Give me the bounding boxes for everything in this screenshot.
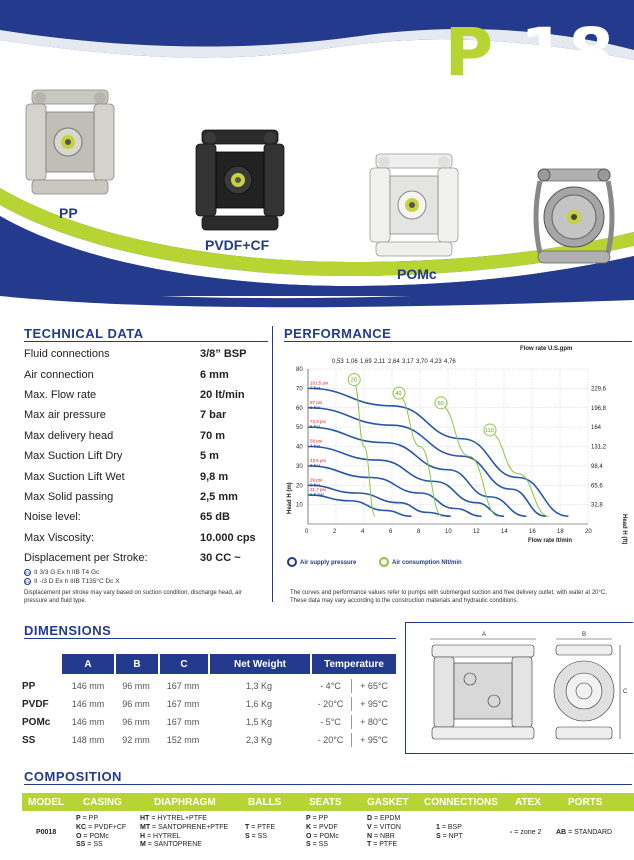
head-m-label: Head H (m) (287, 482, 293, 514)
right-tick-label: 32,8 (591, 502, 603, 509)
comp-option: N = NBR (367, 832, 395, 840)
pressure-psi-label: 58 psi (310, 438, 323, 444)
comp-option: O = POMc (306, 832, 339, 840)
header-banner (0, 0, 634, 312)
dimensions-table (22, 654, 396, 749)
y-tick-label: 30 (296, 463, 303, 470)
comp-header-gasket: GASKET (367, 796, 409, 808)
comp-header-seats: SEATS (309, 796, 342, 808)
right-tick-label: 98,4 (591, 463, 603, 470)
x-tick-label: 8 (417, 529, 421, 535)
consumption-curve (441, 406, 498, 516)
x-tick-label: 6 (389, 529, 393, 535)
tech-label: Max Suction Lift Wet (24, 470, 125, 483)
dim-weight: 1,5 Kg (245, 717, 273, 727)
comp-seats (306, 815, 339, 850)
performance-chart (280, 342, 630, 586)
tech-value: 7 bar (200, 409, 227, 422)
consumption-label: 110 (485, 427, 494, 434)
tech-row (24, 344, 270, 364)
pressure-psi-label: 72,5 psi (310, 419, 326, 425)
dim-row (22, 677, 396, 695)
pump-pp-image (22, 88, 118, 196)
dim-temp-max: + 65°C (360, 681, 388, 691)
tech-row (24, 405, 270, 425)
comp-balls (245, 824, 275, 842)
dim-weight: 1,3 Kg (245, 681, 273, 691)
dim-a: 148 mm (71, 735, 105, 745)
y-tick-label: 20 (296, 483, 303, 490)
comp-option: P = PP (306, 815, 328, 822)
pump-pvdf-image (192, 128, 288, 232)
comp-gasket (367, 815, 401, 850)
dim-temp-min: - 20°C (310, 697, 352, 711)
dim-c: 167 mm (166, 699, 200, 709)
technical-drawing (405, 622, 633, 754)
flow-rate-us-label: Flow rate U.S.gpm (520, 346, 573, 352)
comp-option: O = POMc (76, 832, 109, 840)
performance-title: PERFORMANCE (284, 326, 392, 341)
comp-option: - = zone 2 (510, 829, 542, 836)
dim-a: 146 mm (71, 681, 105, 691)
dim-a: 146 mm (71, 699, 105, 709)
displacement-note: Displacement per stroke may vary based on suction condition, discharge head, air pressure and fluid type. (24, 590, 242, 604)
comp-header-connections: CONNECTIONS (424, 796, 498, 808)
tech-value: 30 CC ~ (200, 552, 241, 565)
x-tick-label: 20 (585, 529, 592, 535)
tech-label: Noise level: (24, 511, 81, 524)
pressure-curve (308, 485, 451, 516)
drawing-label-a: A (482, 632, 487, 638)
comp-option: HT = HYTREL+PTFE (140, 815, 207, 822)
comp-header-diaphragm: DIAPHRAGM (154, 796, 216, 808)
dim-row (22, 713, 396, 731)
dim-weight: 1,6 Kg (245, 699, 273, 709)
comp-connections (436, 824, 463, 842)
dim-b: 92 mm (122, 735, 150, 745)
variant-label-pvdf: PVDF+CF (205, 237, 270, 253)
comp-option: S = SS (306, 841, 328, 849)
tech-value: 5 m (200, 450, 219, 463)
tech-label: Displacement per Stroke: (24, 552, 148, 565)
dim-b: 96 mm (122, 699, 150, 709)
dim-c: 167 mm (166, 681, 200, 691)
comp-option: 1 = BSP (436, 824, 462, 831)
tech-value: 20 lt/min (200, 388, 245, 401)
dim-model: SS (22, 734, 36, 746)
drawing-label-c: C (623, 689, 628, 695)
technical-data-title: TECHNICAL DATA (24, 326, 144, 341)
comp-ports (556, 829, 612, 838)
tech-value: 6 mm (200, 368, 229, 381)
x-tick-label: 2 (333, 529, 337, 535)
dim-model: PP (22, 680, 36, 692)
y-tick-label: 40 (296, 444, 303, 451)
comp-header-casing: CASING (83, 796, 122, 808)
top-tick-label: 3,17 (402, 359, 414, 365)
legend-air-supply-icon (288, 558, 296, 566)
pressure-curve (308, 466, 482, 516)
comp-model: P0018 (36, 829, 57, 836)
tech-value: 65 dB (200, 511, 230, 524)
atex-line-1: Ex II 3/3 G Ex h IIB T4 Gc (25, 569, 100, 576)
consumption-label: 60 (437, 400, 444, 407)
dim-header-c: C (158, 654, 208, 674)
pump-pomc-image (366, 152, 462, 258)
right-tick-label: 65,6 (591, 483, 603, 490)
dim-b: 96 mm (122, 717, 150, 727)
pressure-curve (308, 447, 504, 517)
variant-label-pomc: POMc (397, 266, 437, 282)
consumption-curve (399, 396, 442, 516)
dim-header-temperature: Temperature (310, 654, 396, 674)
top-tick-label: 1,06 (346, 359, 358, 365)
comp-header-ports: PORTS (568, 796, 603, 808)
dim-header-b: B (114, 654, 158, 674)
pressure-psi-label: 21,7 psi (310, 486, 326, 492)
pressure-psi-label: 43,5 psi (310, 457, 326, 463)
pressure-bar-label: 3 bar (310, 462, 321, 468)
column-divider (272, 326, 273, 602)
head-ft-label: Head H (ft) (621, 514, 627, 545)
atex-marks (24, 568, 120, 586)
x-tick-label: 0 (305, 529, 309, 535)
comp-atex (510, 829, 541, 838)
comp-option: AB = STANDARD (556, 829, 613, 836)
y-tick-label: 80 (296, 367, 303, 373)
dim-c: 152 mm (166, 735, 200, 745)
atex-line-2: Ex II -/3 D Ex h IIIB T135°C Dc X (25, 578, 120, 585)
tech-label: Max Suction Lift Dry (24, 450, 123, 463)
dim-c: 167 mm (166, 717, 200, 727)
dim-header-a: A (62, 654, 114, 674)
pump-ss-image (530, 167, 618, 265)
top-tick-label: 0,53 (332, 359, 344, 365)
y-tick-label: 70 (296, 386, 303, 393)
dimensions-rule (24, 638, 396, 639)
pressure-bar-label: 2 bar (310, 482, 321, 488)
composition-rule (24, 784, 632, 785)
tech-row (24, 364, 270, 384)
pressure-curve (308, 495, 412, 516)
dim-temp-min: - 20°C (310, 733, 352, 747)
top-tick-label: 3,70 (416, 359, 428, 365)
tech-row (24, 446, 270, 466)
right-tick-label: 196,8 (591, 405, 607, 412)
pressure-bar-label: 4 bar (310, 443, 321, 449)
consumption-curve (490, 433, 549, 516)
variant-label-ss: SS (574, 273, 593, 289)
y-tick-label: 50 (296, 425, 303, 432)
comp-casing (76, 815, 126, 850)
drawing-svg (406, 623, 632, 753)
tech-label: Fluid connections (24, 348, 110, 361)
comp-option: H = HYTREL (140, 832, 181, 840)
top-tick-label: 2,11 (374, 359, 386, 365)
pressure-psi-label: 29 psi (310, 477, 323, 483)
right-tick-label: 164 (591, 425, 602, 432)
dim-model: PVDF (22, 698, 49, 710)
x-tick-label: 16 (529, 529, 536, 535)
comp-header-model: MODEL (28, 796, 65, 808)
comp-option: P = PP (76, 815, 98, 822)
top-tick-label: 4,76 (444, 359, 456, 365)
tech-label: Max delivery head (24, 429, 114, 442)
right-tick-label: 229,6 (591, 386, 607, 393)
legend-air-consumption-icon (380, 558, 388, 566)
tech-row (24, 385, 270, 405)
flow-rate-label: Flow rate lt/min (528, 538, 573, 544)
drawing-label-b: B (582, 632, 587, 638)
pressure-bar-label: 1,5 bar (310, 491, 325, 497)
tech-value: 9,8 m (200, 470, 229, 483)
technical-data-list (24, 344, 270, 568)
tech-value: 70 m (200, 429, 226, 442)
tech-label: Max Viscosity: (24, 531, 95, 544)
comp-option: KC = PVDF+CF (76, 823, 127, 831)
comp-option: M = SANTOPRENE (140, 841, 202, 849)
top-tick-label: 2,64 (388, 359, 400, 365)
dim-row (22, 731, 396, 749)
technical-data-rule (24, 341, 268, 342)
tech-value: 2,5 mm (200, 490, 238, 503)
x-tick-label: 12 (473, 529, 480, 535)
tech-label: Max Solid passing (24, 490, 114, 503)
pressure-psi-label: 87 psi (310, 399, 323, 405)
tech-label: Air connection (24, 368, 94, 381)
dim-weight: 2,3 Kg (245, 735, 273, 745)
comp-option: V = VITON (367, 823, 401, 831)
comp-option: T = PTFE (367, 841, 398, 849)
y-tick-label: 60 (296, 405, 303, 412)
dim-a: 146 mm (71, 717, 105, 727)
top-tick-label: 4,23 (430, 359, 442, 365)
dim-temp-min: - 4°C (310, 679, 352, 693)
pressure-psi-label: 101,5 psi (310, 380, 329, 386)
composition-title: COMPOSITION (24, 769, 122, 784)
tech-value: 3/8” BSP (200, 348, 247, 361)
comp-header-atex: ATEX (515, 796, 541, 808)
tech-value: 10.000 cps (200, 531, 256, 544)
dim-temp-max: + 95°C (360, 699, 388, 709)
dim-temp-max: + 95°C (360, 735, 388, 745)
dim-temp-min: - 5°C (310, 715, 352, 729)
dimensions-header (62, 654, 396, 674)
dimensions-title: DIMENSIONS (24, 623, 112, 638)
variant-label-pp: PP (59, 205, 78, 221)
top-tick-label: 1,69 (360, 359, 372, 365)
dim-model: POMc (22, 716, 51, 728)
x-tick-label: 14 (501, 529, 508, 535)
ex-icon: Ex (25, 570, 30, 575)
comp-option: S = NPT (436, 832, 463, 840)
dim-b: 96 mm (122, 681, 150, 691)
consumption-label: 40 (395, 391, 402, 398)
comp-option: MT = SANTOPRENE+PTFE (140, 823, 229, 831)
y-tick-label: 10 (296, 502, 303, 509)
performance-note: The curves and performance values refer to pumps with submerged suction and free delivery outlet, with water at 20°C. These data may vary according to the construction materials and hydraulic conditions. (290, 590, 607, 604)
legend-air-supply: Air supply pressure (300, 560, 357, 566)
comp-header-balls: BALLS (248, 796, 282, 808)
tech-row (24, 548, 270, 568)
tech-row (24, 528, 270, 548)
tech-label: Max air pressure (24, 409, 106, 422)
x-tick-label: 4 (361, 529, 365, 535)
ex-icon: Ex (25, 579, 30, 584)
comp-option: K = PVDF (306, 823, 338, 831)
comp-option: SS = SS (76, 841, 103, 849)
model-title: P 18 (444, 14, 616, 91)
tech-row (24, 426, 270, 446)
tech-label: Max. Flow rate (24, 388, 97, 401)
pressure-bar-label: 5 bar (310, 424, 321, 430)
composition-header (22, 793, 634, 811)
dim-header-weight: Net Weight (208, 654, 310, 674)
dim-temp-max: + 80°C (360, 717, 388, 727)
tech-row (24, 507, 270, 527)
comp-option: T = PTFE (245, 824, 276, 831)
x-tick-label: 10 (445, 529, 452, 535)
consumption-label: 20 (350, 377, 357, 384)
legend-air-consumption: Air consumption Nlt/min (392, 560, 462, 566)
tech-row (24, 466, 270, 486)
comp-diaphragm (140, 815, 228, 850)
x-tick-label: 18 (557, 529, 564, 535)
comp-option: D = EPDM (367, 815, 401, 822)
dim-row (22, 695, 396, 713)
tech-row (24, 487, 270, 507)
comp-option: S = SS (245, 832, 267, 840)
pressure-bar-label: 7 bar (310, 385, 321, 391)
pressure-bar-label: 6 bar (310, 404, 321, 410)
right-tick-label: 131,2 (591, 444, 607, 451)
